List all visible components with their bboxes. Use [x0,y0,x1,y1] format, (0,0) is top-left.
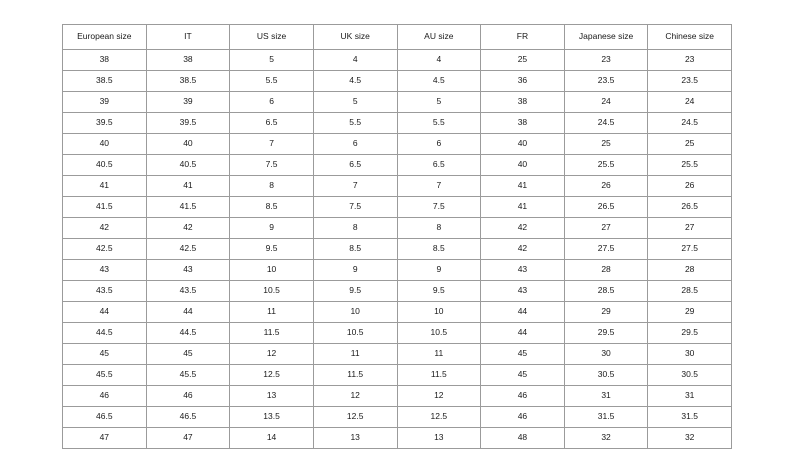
cell-it: 46.5 [146,407,230,428]
cell-european-size: 42.5 [63,239,147,260]
cell-fr: 38 [481,92,565,113]
cell-uk-size: 10 [313,302,397,323]
table-row [63,302,732,323]
cell-chinese-size: 28 [648,260,732,281]
cell-it: 41 [146,176,230,197]
cell-au-size: 10.5 [397,323,481,344]
table-row [63,260,732,281]
cell-fr: 43 [481,260,565,281]
cell-fr: 41 [481,197,565,218]
size-conversion-table [62,24,732,449]
cell-us-size: 5.5 [230,71,314,92]
cell-european-size: 46 [63,386,147,407]
cell-japanese-size: 26 [564,176,648,197]
table-row [63,155,732,176]
cell-fr: 43 [481,281,565,302]
cell-chinese-size: 30 [648,344,732,365]
table-row [63,323,732,344]
cell-european-size: 46.5 [63,407,147,428]
cell-chinese-size: 31 [648,386,732,407]
size-conversion-table-wrapper [62,24,732,449]
cell-fr: 36 [481,71,565,92]
cell-chinese-size: 25 [648,134,732,155]
cell-chinese-size: 29.5 [648,323,732,344]
cell-fr: 41 [481,176,565,197]
cell-it: 42 [146,218,230,239]
cell-uk-size: 7 [313,176,397,197]
cell-fr: 45 [481,365,565,386]
cell-au-size: 7.5 [397,197,481,218]
cell-japanese-size: 23 [564,50,648,71]
cell-european-size: 39.5 [63,113,147,134]
cell-it: 46 [146,386,230,407]
cell-uk-size: 12 [313,386,397,407]
cell-uk-size: 12.5 [313,407,397,428]
cell-chinese-size: 26 [648,176,732,197]
cell-uk-size: 9.5 [313,281,397,302]
cell-uk-size: 9 [313,260,397,281]
cell-uk-size: 10.5 [313,323,397,344]
cell-it: 38 [146,50,230,71]
cell-au-size: 6 [397,134,481,155]
cell-it: 44 [146,302,230,323]
column-header-chinese-size: Chinese size [648,25,732,50]
cell-us-size: 11 [230,302,314,323]
cell-fr: 40 [481,134,565,155]
table-row [63,218,732,239]
table-body [63,50,732,449]
cell-european-size: 44.5 [63,323,147,344]
cell-uk-size: 4.5 [313,71,397,92]
table-row [63,407,732,428]
table-row [63,281,732,302]
cell-european-size: 41 [63,176,147,197]
table-row [63,344,732,365]
cell-au-size: 7 [397,176,481,197]
cell-uk-size: 13 [313,428,397,449]
cell-chinese-size: 23.5 [648,71,732,92]
cell-it: 40.5 [146,155,230,176]
cell-au-size: 10 [397,302,481,323]
cell-fr: 44 [481,323,565,344]
cell-it: 45.5 [146,365,230,386]
cell-japanese-size: 30 [564,344,648,365]
cell-it: 38.5 [146,71,230,92]
table-row [63,365,732,386]
cell-chinese-size: 24.5 [648,113,732,134]
cell-it: 47 [146,428,230,449]
cell-uk-size: 5.5 [313,113,397,134]
cell-au-size: 8 [397,218,481,239]
cell-japanese-size: 24 [564,92,648,113]
cell-japanese-size: 30.5 [564,365,648,386]
cell-it: 42.5 [146,239,230,260]
cell-chinese-size: 28.5 [648,281,732,302]
cell-us-size: 7.5 [230,155,314,176]
cell-european-size: 41.5 [63,197,147,218]
cell-us-size: 11.5 [230,323,314,344]
cell-japanese-size: 28 [564,260,648,281]
cell-fr: 40 [481,155,565,176]
cell-us-size: 7 [230,134,314,155]
column-header-japanese-size: Japanese size [564,25,648,50]
cell-fr: 45 [481,344,565,365]
cell-fr: 44 [481,302,565,323]
cell-us-size: 8 [230,176,314,197]
cell-fr: 46 [481,386,565,407]
cell-chinese-size: 31.5 [648,407,732,428]
cell-fr: 46 [481,407,565,428]
cell-european-size: 39 [63,92,147,113]
cell-au-size: 8.5 [397,239,481,260]
cell-au-size: 11 [397,344,481,365]
cell-us-size: 9.5 [230,239,314,260]
cell-us-size: 6 [230,92,314,113]
cell-chinese-size: 24 [648,92,732,113]
cell-us-size: 14 [230,428,314,449]
table-row [63,239,732,260]
cell-european-size: 47 [63,428,147,449]
table-row [63,176,732,197]
cell-au-size: 9.5 [397,281,481,302]
table-row [63,113,732,134]
cell-chinese-size: 26.5 [648,197,732,218]
cell-us-size: 13 [230,386,314,407]
cell-au-size: 6.5 [397,155,481,176]
cell-it: 45 [146,344,230,365]
cell-us-size: 8.5 [230,197,314,218]
cell-it: 39 [146,92,230,113]
cell-fr: 38 [481,113,565,134]
cell-japanese-size: 31.5 [564,407,648,428]
cell-japanese-size: 27 [564,218,648,239]
cell-japanese-size: 29 [564,302,648,323]
cell-chinese-size: 30.5 [648,365,732,386]
column-header-us-size: US size [230,25,314,50]
cell-au-size: 12.5 [397,407,481,428]
cell-japanese-size: 26.5 [564,197,648,218]
cell-us-size: 13.5 [230,407,314,428]
cell-japanese-size: 27.5 [564,239,648,260]
cell-chinese-size: 27.5 [648,239,732,260]
cell-fr: 25 [481,50,565,71]
cell-japanese-size: 31 [564,386,648,407]
cell-chinese-size: 32 [648,428,732,449]
table-header [63,25,732,50]
cell-us-size: 10.5 [230,281,314,302]
cell-uk-size: 11 [313,344,397,365]
cell-it: 41.5 [146,197,230,218]
cell-japanese-size: 23.5 [564,71,648,92]
cell-au-size: 13 [397,428,481,449]
cell-au-size: 4.5 [397,71,481,92]
table-row [63,386,732,407]
cell-uk-size: 8.5 [313,239,397,260]
cell-us-size: 5 [230,50,314,71]
cell-uk-size: 5 [313,92,397,113]
column-header-european-size: European size [63,25,147,50]
table-header-row [63,25,732,50]
cell-au-size: 5 [397,92,481,113]
table-row [63,428,732,449]
cell-european-size: 44 [63,302,147,323]
cell-european-size: 38 [63,50,147,71]
cell-european-size: 40.5 [63,155,147,176]
cell-uk-size: 6.5 [313,155,397,176]
column-header-au-size: AU size [397,25,481,50]
cell-fr: 42 [481,218,565,239]
table-row [63,134,732,155]
cell-au-size: 4 [397,50,481,71]
cell-it: 44.5 [146,323,230,344]
cell-it: 39.5 [146,113,230,134]
cell-us-size: 9 [230,218,314,239]
cell-au-size: 12 [397,386,481,407]
cell-au-size: 9 [397,260,481,281]
cell-fr: 48 [481,428,565,449]
cell-uk-size: 7.5 [313,197,397,218]
cell-european-size: 45 [63,344,147,365]
cell-european-size: 38.5 [63,71,147,92]
cell-au-size: 11.5 [397,365,481,386]
cell-chinese-size: 25.5 [648,155,732,176]
cell-japanese-size: 29.5 [564,323,648,344]
cell-european-size: 43 [63,260,147,281]
cell-european-size: 45.5 [63,365,147,386]
table-row [63,50,732,71]
cell-it: 43 [146,260,230,281]
cell-japanese-size: 24.5 [564,113,648,134]
cell-it: 40 [146,134,230,155]
cell-japanese-size: 28.5 [564,281,648,302]
cell-us-size: 12 [230,344,314,365]
cell-chinese-size: 29 [648,302,732,323]
cell-fr: 42 [481,239,565,260]
cell-uk-size: 11.5 [313,365,397,386]
cell-european-size: 42 [63,218,147,239]
column-header-it: IT [146,25,230,50]
cell-japanese-size: 32 [564,428,648,449]
cell-it: 43.5 [146,281,230,302]
cell-japanese-size: 25 [564,134,648,155]
cell-chinese-size: 23 [648,50,732,71]
cell-us-size: 6.5 [230,113,314,134]
cell-au-size: 5.5 [397,113,481,134]
table-row [63,71,732,92]
cell-chinese-size: 27 [648,218,732,239]
cell-us-size: 10 [230,260,314,281]
column-header-fr: FR [481,25,565,50]
cell-japanese-size: 25.5 [564,155,648,176]
cell-european-size: 40 [63,134,147,155]
cell-us-size: 12.5 [230,365,314,386]
table-row [63,92,732,113]
cell-uk-size: 8 [313,218,397,239]
cell-uk-size: 4 [313,50,397,71]
table-row [63,197,732,218]
cell-uk-size: 6 [313,134,397,155]
column-header-uk-size: UK size [313,25,397,50]
cell-european-size: 43.5 [63,281,147,302]
